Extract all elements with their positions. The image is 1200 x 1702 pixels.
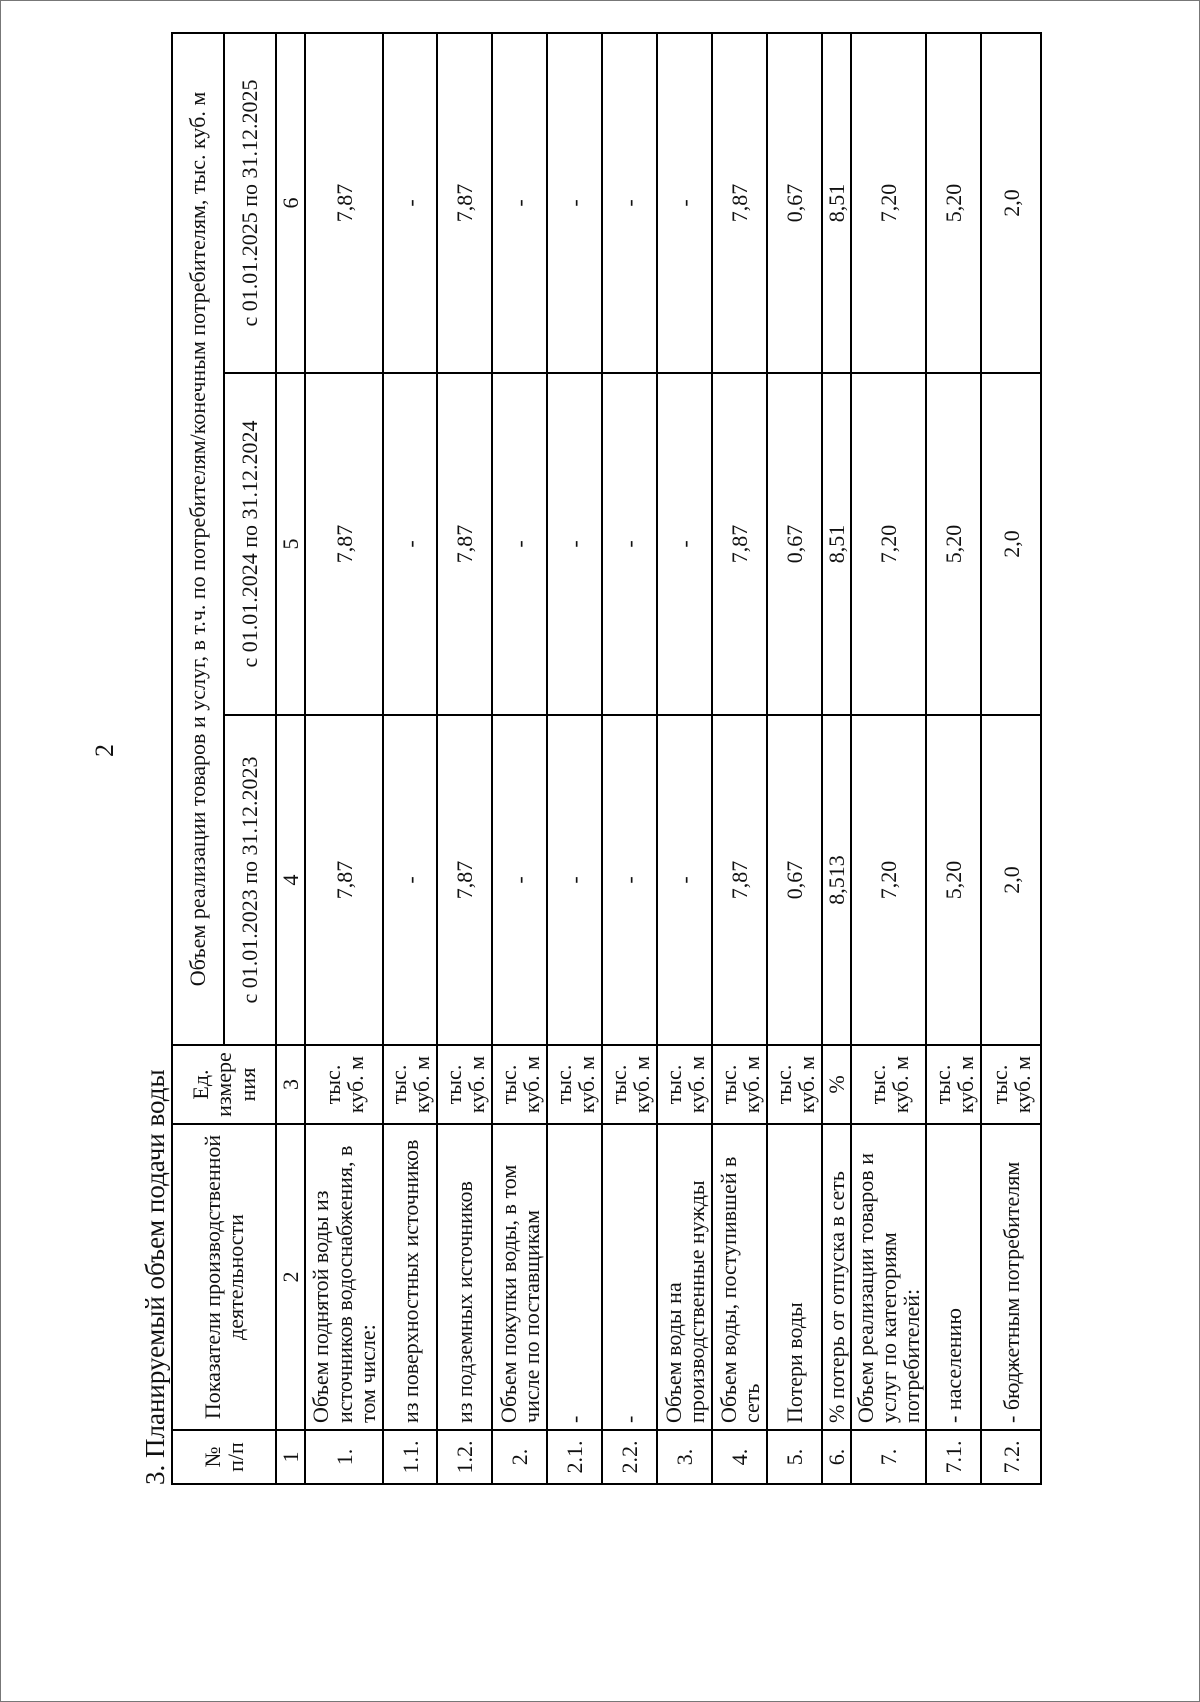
row-number: 1. [305,1430,383,1484]
value-2025: 7,87 [305,33,383,373]
row-number: 7. [851,1430,926,1484]
row-label: - [547,1124,602,1430]
rotated-content [140,30,1080,1485]
row-label: Объем реализации товаров и услуг по категориям потребителей: [851,1124,926,1430]
value-2023: - [492,715,547,1045]
value-2025: - [383,33,437,373]
page-number: 2 [90,744,119,757]
header-unit: Ед. измере ния [172,1045,276,1124]
row-label: Объем покупки воды, в том числе по поставщикам [492,1124,547,1430]
row-label: Объем воды на производственные нужды [657,1124,712,1430]
column-number: 5 [276,373,305,715]
value-2025: 5,20 [926,33,981,373]
value-2025: - [657,33,712,373]
value-2025: 7,87 [437,33,492,373]
column-number: 4 [276,715,305,1045]
value-2024: 7,87 [305,373,383,715]
value-2024: 7,87 [712,373,767,715]
water-supply-table [171,32,1042,1485]
value-2025: - [492,33,547,373]
header-row-1 [172,33,224,1484]
row-label: Объем поднятой воды из источников водоснабжения, в том числе: [305,1124,383,1430]
value-2023: - [547,715,602,1045]
table-row [602,33,657,1484]
value-2024: - [383,373,437,715]
value-2023: - [383,715,437,1045]
value-2023: 5,20 [926,715,981,1045]
table-row [822,33,851,1484]
column-number-row [276,33,305,1484]
value-2023: - [657,715,712,1045]
row-number: 6. [822,1430,851,1484]
value-2024: 7,20 [851,373,926,715]
value-2024: 7,87 [437,373,492,715]
table-row [712,33,767,1484]
row-unit: тыс. куб. м [981,1045,1041,1124]
row-unit: тыс. куб. м [712,1045,767,1124]
row-unit: тыс. куб. м [305,1045,383,1124]
value-2024: - [602,373,657,715]
row-unit: тыс. куб. м [926,1045,981,1124]
value-2023: 7,87 [437,715,492,1045]
column-number: 3 [276,1045,305,1124]
row-number: 2.2. [602,1430,657,1484]
header-sales-volume-group: Объем реализации товаров и услуг, в т.ч. по потребителям/конечным потребителям, тыс. куб. м [172,33,224,1045]
row-unit: % [822,1045,851,1124]
header-period-2024: с 01.01.2024 по 31.12.2024 [224,373,276,715]
row-number: 1.1. [383,1430,437,1484]
header-number: № п/п [172,1430,276,1484]
table-row [926,33,981,1484]
value-2025: - [547,33,602,373]
column-number: 1 [276,1430,305,1484]
value-2025: 8,51 [822,33,851,373]
row-number: 1.2. [437,1430,492,1484]
value-2024: 5,20 [926,373,981,715]
row-number: 2.1. [547,1430,602,1484]
row-unit: тыс. куб. м [851,1045,926,1124]
row-unit: тыс. куб. м [602,1045,657,1124]
row-label: из поверхностных источников [383,1124,437,1430]
row-unit: тыс. куб. м [657,1045,712,1124]
header-indicator: Показатели производственной деятельности [172,1124,276,1430]
value-2024: - [492,373,547,715]
row-unit: тыс. куб. м [492,1045,547,1124]
table-row [492,33,547,1484]
value-2024: 2,0 [981,373,1041,715]
row-number: 3. [657,1430,712,1484]
row-label: - бюджетным потребителям [981,1124,1041,1430]
row-unit: тыс. куб. м [383,1045,437,1124]
row-number: 2. [492,1430,547,1484]
table-row [981,33,1041,1484]
value-2024: - [657,373,712,715]
value-2025: 7,20 [851,33,926,373]
value-2023: 2,0 [981,715,1041,1045]
row-label: Потери воды [767,1124,822,1430]
value-2023: 8,513 [822,715,851,1045]
value-2023: - [602,715,657,1045]
value-2024: 8,51 [822,373,851,715]
value-2025: - [602,33,657,373]
header-period-2025: с 01.01.2025 по 31.12.2025 [224,33,276,373]
value-2023: 7,87 [305,715,383,1045]
value-2024: 0,67 [767,373,822,715]
row-number: 5. [767,1430,822,1484]
section-title: 3. Планируемый объем подачи воды [140,1069,170,1485]
value-2025: 2,0 [981,33,1041,373]
value-2025: 7,87 [712,33,767,373]
row-number: 7.2. [981,1430,1041,1484]
row-label: из подземных источников [437,1124,492,1430]
row-label: - [602,1124,657,1430]
value-2023: 0,67 [767,715,822,1045]
table-row [305,33,383,1484]
value-2025: 0,67 [767,33,822,373]
table-row [657,33,712,1484]
table-row [547,33,602,1484]
row-unit: тыс. куб. м [767,1045,822,1124]
value-2023: 7,87 [712,715,767,1045]
column-number: 6 [276,33,305,373]
header-period-2023: с 01.01.2023 по 31.12.2023 [224,715,276,1045]
row-label: % потерь от отпуска в сеть [822,1124,851,1430]
value-2024: - [547,373,602,715]
table-row [383,33,437,1484]
row-label: - населению [926,1124,981,1430]
table-row [767,33,822,1484]
row-unit: тыс. куб. м [437,1045,492,1124]
value-2023: 7,20 [851,715,926,1045]
row-number: 4. [712,1430,767,1484]
table-row [851,33,926,1484]
column-number: 2 [276,1124,305,1430]
row-label: Объем воды, поступившей в сеть [712,1124,767,1430]
table-row [437,33,492,1484]
row-number: 7.1. [926,1430,981,1484]
row-unit: тыс. куб. м [547,1045,602,1124]
